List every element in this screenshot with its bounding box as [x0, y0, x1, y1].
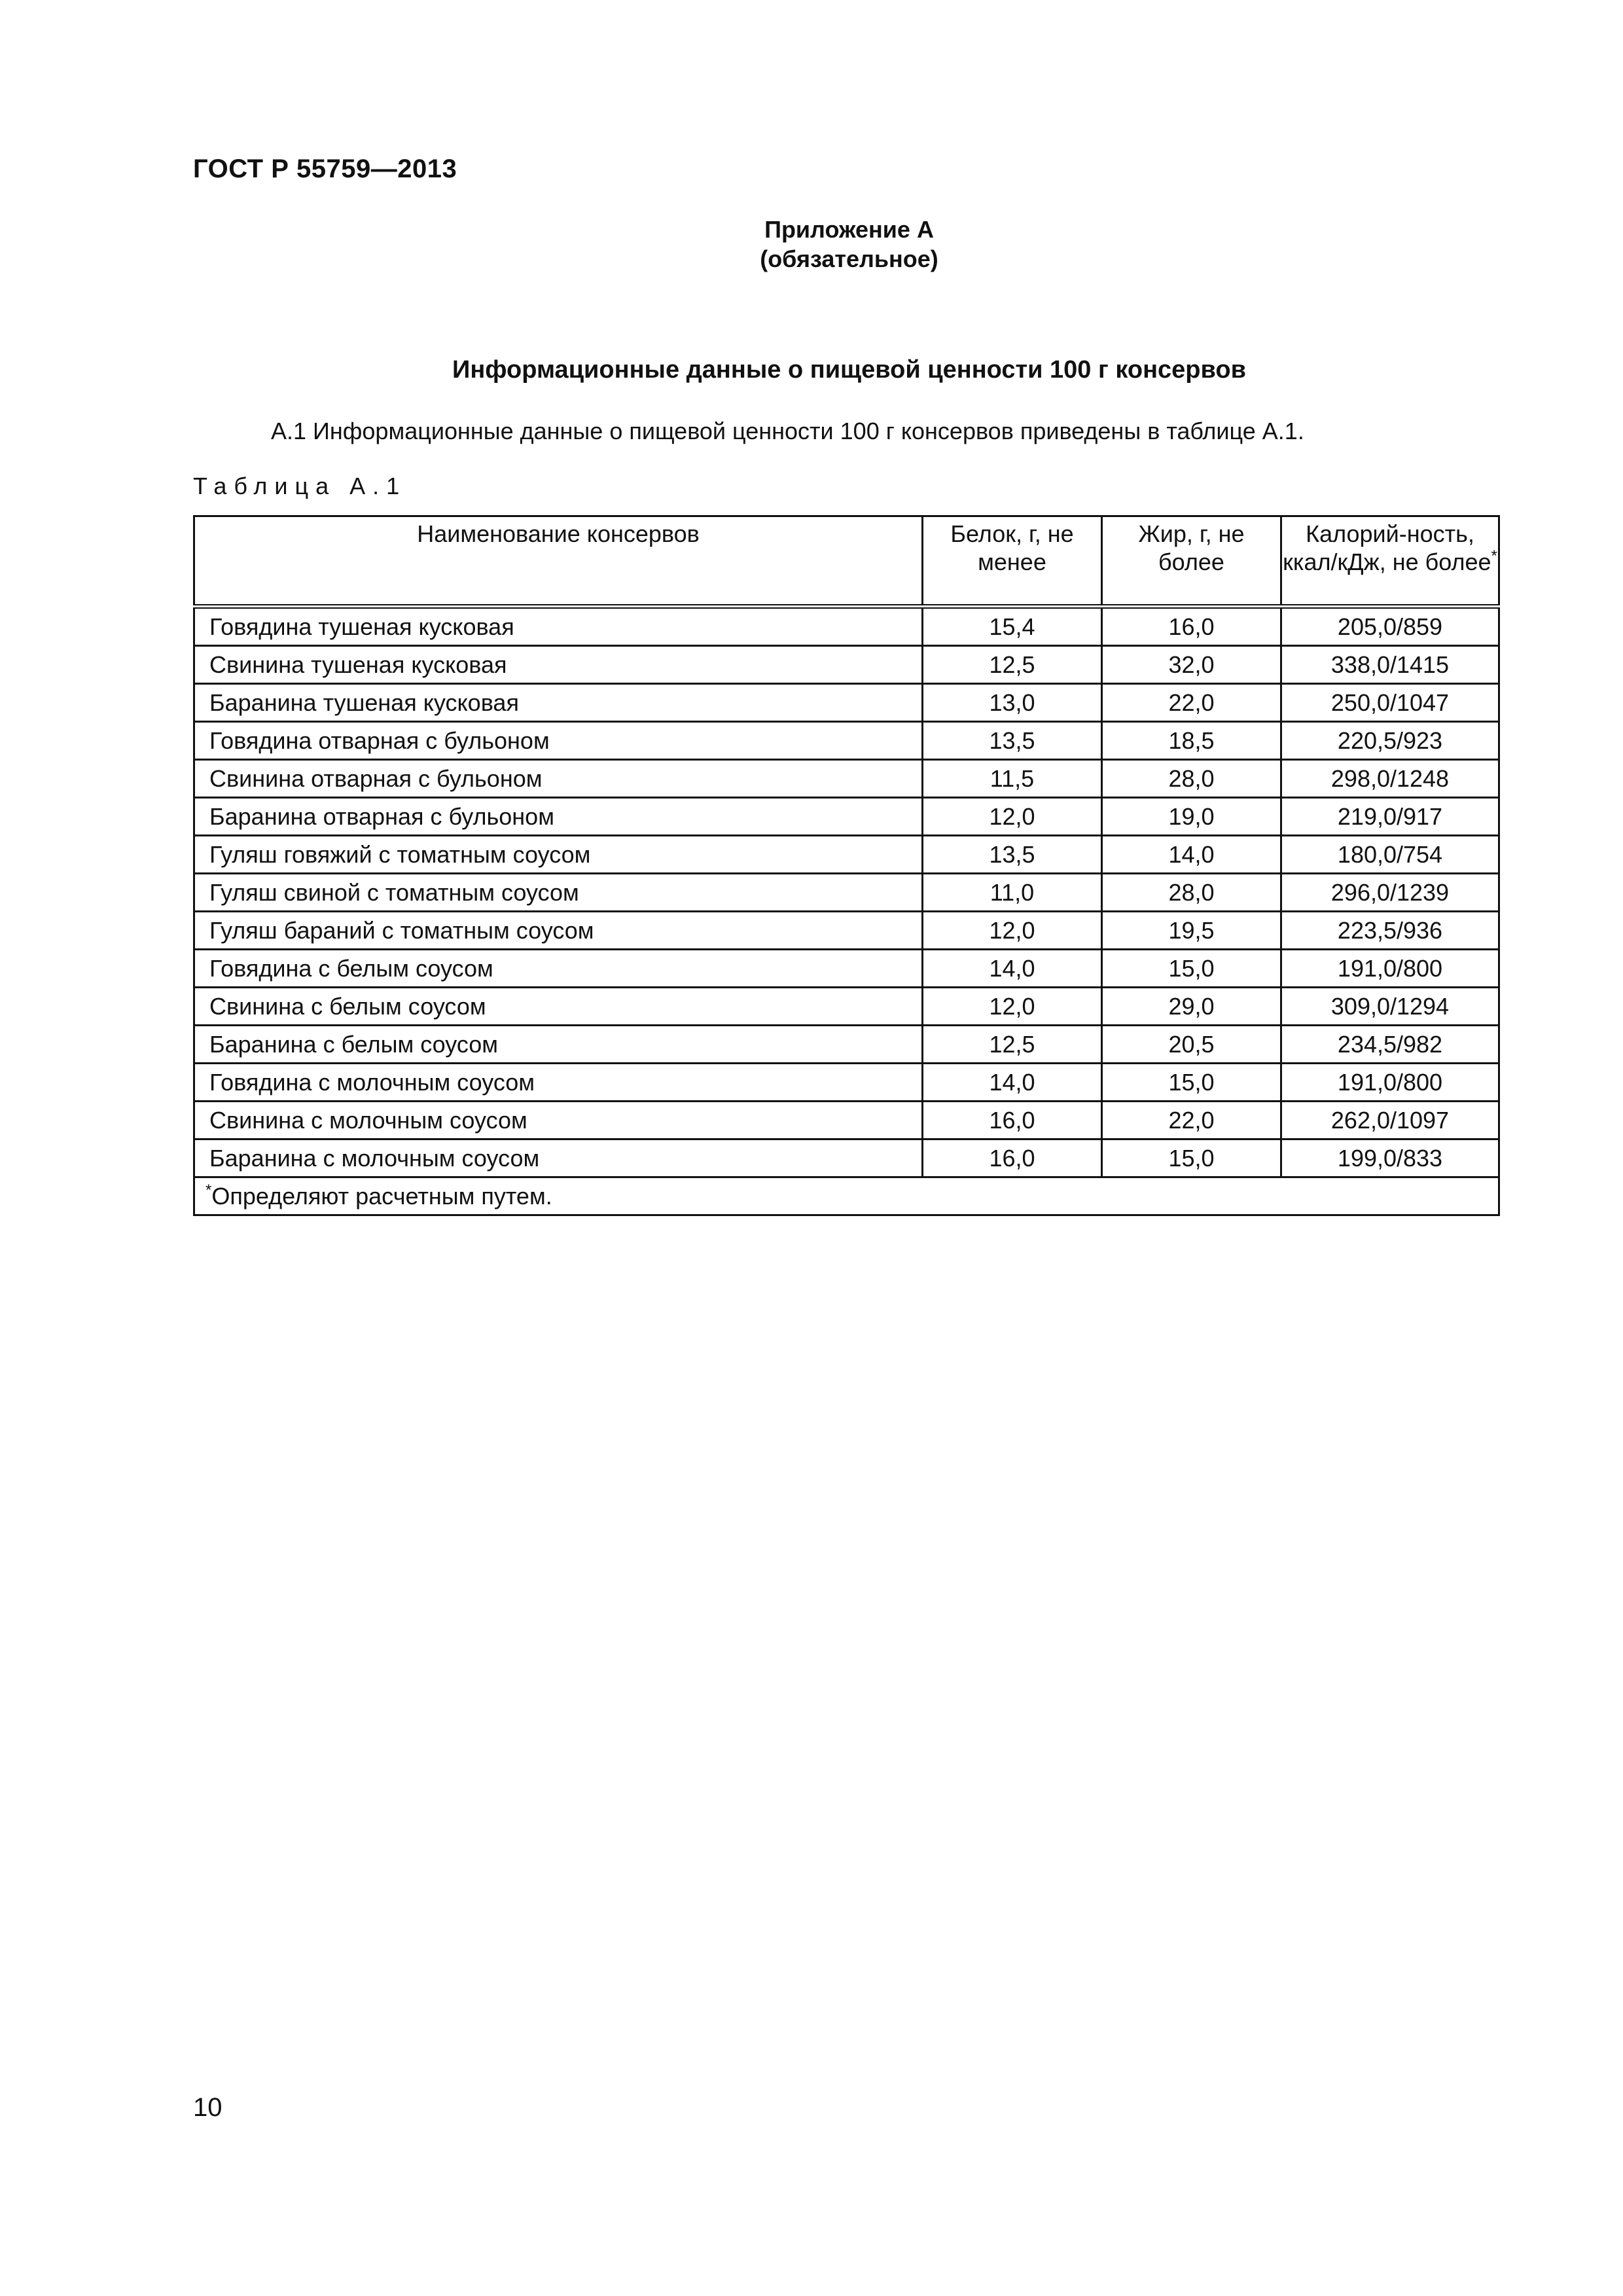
calories-cell: 223,5/936	[1281, 912, 1499, 950]
section-title: Информационные данные о пищевой ценности 100 г консервов	[452, 356, 1246, 384]
calories-cell: 219,0/917	[1281, 798, 1499, 836]
fat-cell: 18,5	[1102, 722, 1281, 760]
fat-cell: 28,0	[1102, 874, 1281, 912]
appendix-heading	[0, 215, 1623, 274]
protein-cell: 13,5	[923, 722, 1102, 760]
footnote-marker: *	[1491, 547, 1497, 565]
fat-cell: 32,0	[1102, 646, 1281, 684]
product-name-cell: Гуляш говяжий с томатным соусом	[194, 836, 923, 874]
fat-cell: 28,0	[1102, 760, 1281, 798]
product-name-cell: Свинина тушеная кусковая	[194, 646, 923, 684]
protein-cell: 12,0	[923, 798, 1102, 836]
product-name-cell: Свинина отварная с бульоном	[194, 760, 923, 798]
product-name-cell: Гуляш свиной с томатным соусом	[194, 874, 923, 912]
column-header-text: Белок, г, не менее	[950, 520, 1074, 575]
appendix-status: (обязательное)	[760, 245, 938, 272]
table-row	[194, 1102, 1499, 1139]
product-name-cell: Говядина отварная с бульоном	[194, 722, 923, 760]
fat-cell: 19,0	[1102, 798, 1281, 836]
table-body	[194, 607, 1499, 1177]
table-caption: Таблица А.1	[193, 473, 407, 499]
protein-cell: 14,0	[923, 950, 1102, 988]
table-row	[194, 1139, 1499, 1177]
fat-cell: 15,0	[1102, 1064, 1281, 1102]
fat-cell: 29,0	[1102, 988, 1281, 1026]
calories-cell: 234,5/982	[1281, 1026, 1499, 1064]
fat-cell: 19,5	[1102, 912, 1281, 950]
protein-cell: 12,5	[923, 1026, 1102, 1064]
product-name-cell: Баранина с молочным соусом	[194, 1139, 923, 1177]
fat-cell: 14,0	[1102, 836, 1281, 874]
calories-cell: 262,0/1097	[1281, 1102, 1499, 1139]
table-row	[194, 798, 1499, 836]
calories-cell: 250,0/1047	[1281, 684, 1499, 722]
calories-cell: 296,0/1239	[1281, 874, 1499, 912]
protein-cell: 12,5	[923, 646, 1102, 684]
fat-cell: 15,0	[1102, 1139, 1281, 1177]
column-header	[1281, 516, 1499, 607]
fat-cell: 22,0	[1102, 684, 1281, 722]
protein-cell: 12,0	[923, 912, 1102, 950]
calories-cell: 309,0/1294	[1281, 988, 1499, 1026]
protein-cell: 16,0	[923, 1102, 1102, 1139]
product-name-cell: Говядина тушеная кусковая	[194, 607, 923, 646]
protein-cell: 14,0	[923, 1064, 1102, 1102]
calories-cell: 220,5/923	[1281, 722, 1499, 760]
column-header	[923, 516, 1102, 607]
table-row	[194, 874, 1499, 912]
protein-cell: 11,0	[923, 874, 1102, 912]
product-name-cell: Баранина тушеная кусковая	[194, 684, 923, 722]
table-row	[194, 760, 1499, 798]
calories-cell: 191,0/800	[1281, 1064, 1499, 1102]
appendix-title: Приложение А	[764, 216, 934, 243]
calories-cell: 338,0/1415	[1281, 646, 1499, 684]
table-footnote	[194, 1177, 1499, 1215]
column-header-text: Наименование консервов	[417, 520, 700, 547]
intro-paragraph: А.1 Информационные данные о пищевой ценности 100 г консервов приведены в таблице А.1.	[271, 418, 1304, 444]
table-row	[194, 684, 1499, 722]
product-name-cell: Свинина с белым соусом	[194, 988, 923, 1026]
footnote-marker: *	[205, 1181, 212, 1199]
fat-cell: 20,5	[1102, 1026, 1281, 1064]
product-name-cell: Гуляш бараний с томатным соусом	[194, 912, 923, 950]
protein-cell: 15,4	[923, 607, 1102, 646]
table-row	[194, 646, 1499, 684]
table-row	[194, 607, 1499, 646]
table-row	[194, 1064, 1499, 1102]
fat-cell: 15,0	[1102, 950, 1281, 988]
table-row	[194, 722, 1499, 760]
table-row	[194, 836, 1499, 874]
protein-cell: 16,0	[923, 1139, 1102, 1177]
table-row	[194, 950, 1499, 988]
nutrition-table	[193, 515, 1500, 1216]
column-header-text: Жир, г, не более	[1138, 520, 1245, 575]
calories-cell: 298,0/1248	[1281, 760, 1499, 798]
calories-cell: 191,0/800	[1281, 950, 1499, 988]
fat-cell: 16,0	[1102, 607, 1281, 646]
document-code: ГОСТ Р 55759—2013	[193, 154, 457, 183]
product-name-cell: Говядина с белым соусом	[194, 950, 923, 988]
protein-cell: 12,0	[923, 988, 1102, 1026]
protein-cell: 13,5	[923, 836, 1102, 874]
product-name-cell: Говядина с молочным соусом	[194, 1064, 923, 1102]
table-header-row	[194, 516, 1499, 607]
table-row	[194, 1026, 1499, 1064]
fat-cell: 22,0	[1102, 1102, 1281, 1139]
table-row	[194, 912, 1499, 950]
page-number: 10	[193, 2093, 223, 2122]
column-header	[1102, 516, 1281, 607]
table-row	[194, 988, 1499, 1026]
product-name-cell: Свинина с молочным соусом	[194, 1102, 923, 1139]
product-name-cell: Баранина отварная с бульоном	[194, 798, 923, 836]
table-footnote-row	[194, 1177, 1499, 1215]
footnote-text: Определяют расчетным путем.	[211, 1183, 552, 1210]
calories-cell: 199,0/833	[1281, 1139, 1499, 1177]
column-header	[194, 516, 923, 607]
calories-cell: 180,0/754	[1281, 836, 1499, 874]
product-name-cell: Баранина с белым соусом	[194, 1026, 923, 1064]
protein-cell: 11,5	[923, 760, 1102, 798]
protein-cell: 13,0	[923, 684, 1102, 722]
column-header-text: Калорий-ность, ккал/кДж, не более	[1283, 520, 1491, 575]
calories-cell: 205,0/859	[1281, 607, 1499, 646]
